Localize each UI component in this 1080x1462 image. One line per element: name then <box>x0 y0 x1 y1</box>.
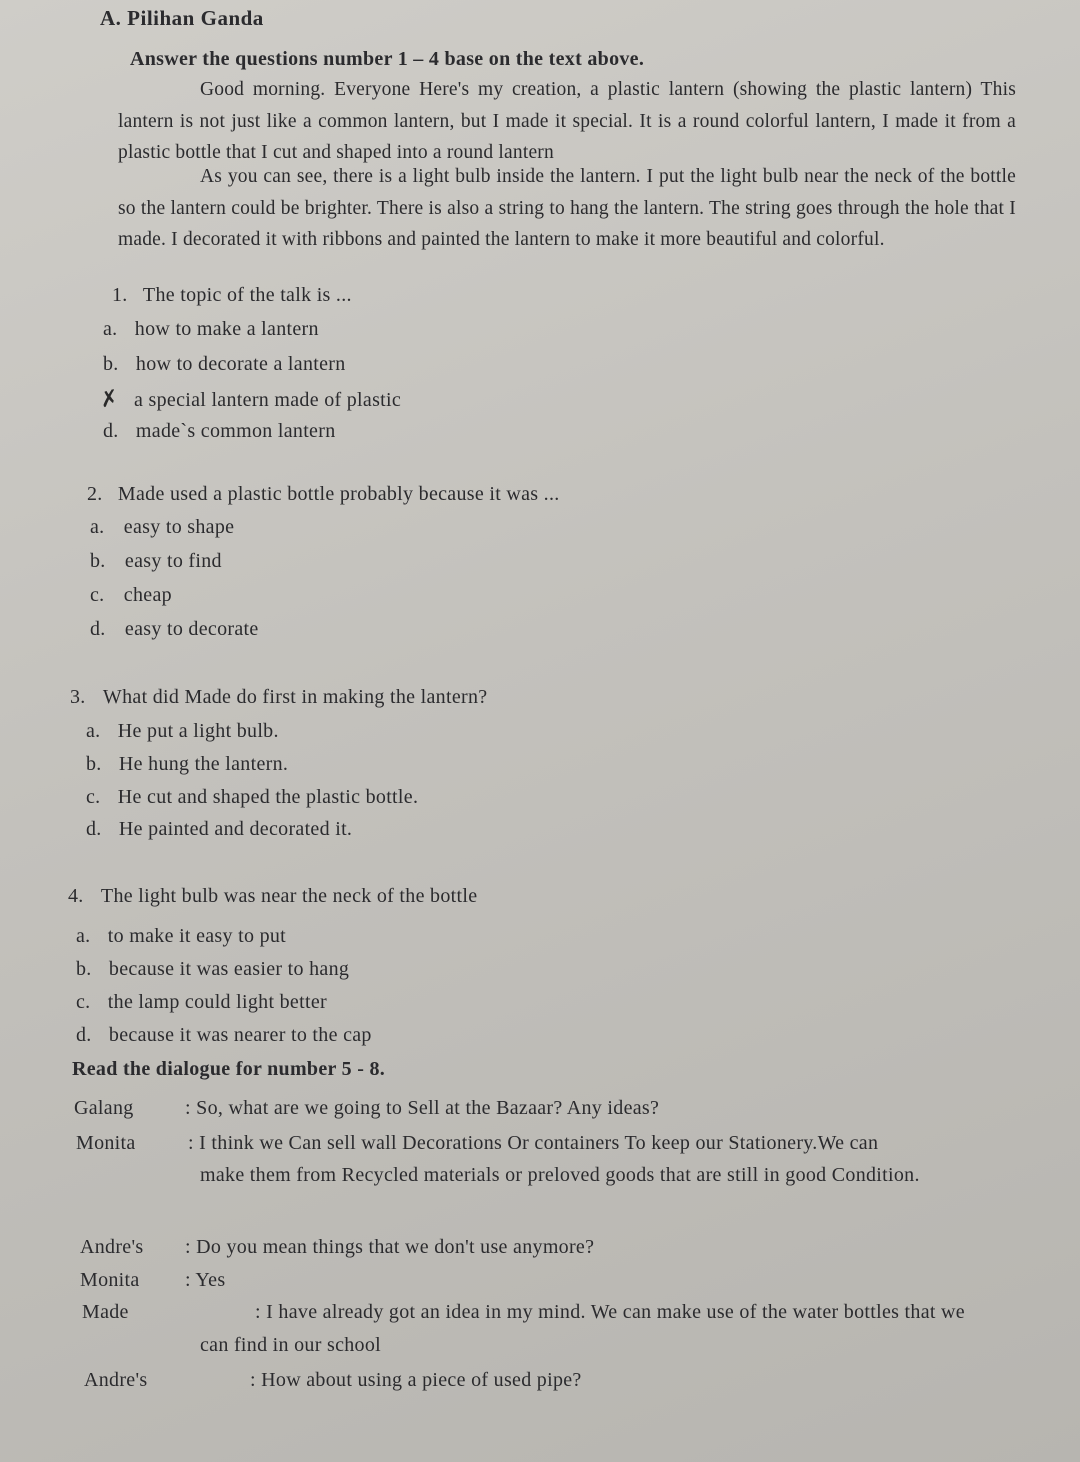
dialogue-speaker-monita-2: Monita <box>80 1269 140 1291</box>
option-text: He put a light bulb. <box>117 720 279 742</box>
question-2-option-c[interactable] <box>90 584 172 607</box>
option-text: because it was easier to hang <box>108 958 350 980</box>
option-text: how to decorate a lantern <box>135 353 346 375</box>
option-text: because it was nearer to the cap <box>108 1024 372 1046</box>
question-number: 4. <box>68 885 84 907</box>
question-1 <box>112 284 352 307</box>
dialogue-line-monita-continued: make them from Recycled materials or preloved goods that are still in good Condition. <box>200 1164 920 1186</box>
dialogue-line-monita-2: : Yes <box>185 1269 226 1291</box>
option-text: to make it easy to put <box>107 925 287 947</box>
option-letter: b. <box>90 550 106 572</box>
question-2-option-b[interactable] <box>90 550 222 573</box>
dialogue-speaker-monita: Monita <box>76 1132 136 1154</box>
option-letter: c. <box>86 786 101 808</box>
question-4-option-a[interactable] <box>76 925 286 948</box>
option-text: cheap <box>123 584 172 606</box>
option-text: He cut and shaped the plastic bottle. <box>117 786 419 808</box>
dialogue-speaker-made: Made <box>82 1301 129 1323</box>
dialogue-speaker-andre: Andre's <box>80 1236 144 1258</box>
question-2-option-a[interactable] <box>90 516 234 539</box>
option-text: how to make a lantern <box>134 318 319 340</box>
question-text: The topic of the talk is ... <box>142 284 352 306</box>
option-letter: b. <box>86 753 102 775</box>
option-text: easy to decorate <box>124 618 259 640</box>
question-3-option-d[interactable] <box>86 818 352 841</box>
dialogue-line-made-continued: can find in our school <box>200 1334 382 1356</box>
option-letter: d. <box>90 618 106 640</box>
question-number: 2. <box>87 483 103 505</box>
option-letter: a. <box>103 318 118 340</box>
question-4-option-d[interactable] <box>76 1024 372 1047</box>
question-text: What did Made do first in making the lantern? <box>102 686 488 708</box>
question-2 <box>87 483 560 506</box>
passage-paragraph-1: Good morning. Everyone Here's my creation, a plastic lantern (showing the plastic lantern) This lantern is not just like a common lantern, but I made it special. It is a round colorful lantern, I made it from a plastic bottle that I cut and shaped into a round lantern <box>118 79 1016 163</box>
question-text: Made used a plastic bottle probably because it was ... <box>117 483 560 505</box>
option-letter: b. <box>76 958 92 980</box>
option-text: easy to find <box>124 550 222 572</box>
option-letter: d. <box>76 1024 92 1046</box>
option-letter: c. <box>76 991 91 1013</box>
question-1-option-d[interactable] <box>103 420 336 443</box>
option-letter: b. <box>103 353 119 375</box>
option-text: a special lantern made of plastic <box>134 389 402 411</box>
option-text: easy to shape <box>123 516 235 538</box>
option-text: made`s common lantern <box>135 420 336 442</box>
question-number: 3. <box>70 686 86 708</box>
option-text: He hung the lantern. <box>118 753 289 775</box>
dialogue-line-galang: : So, what are we going to Sell at the Bazaar? Any ideas? <box>185 1097 660 1119</box>
question-number: 1. <box>112 284 128 306</box>
dialogue-title: Read the dialogue for number 5 - 8. <box>72 1058 386 1080</box>
dialogue-line-andre-2: : How about using a piece of used pipe? <box>250 1369 582 1391</box>
question-3-option-b[interactable] <box>86 753 288 776</box>
option-letter: d. <box>103 420 119 442</box>
dialogue-line-andre: : Do you mean things that we don't use anymore? <box>185 1236 595 1258</box>
question-3-option-a[interactable] <box>86 720 279 743</box>
question-2-option-d[interactable] <box>90 618 259 641</box>
dialogue-speaker-andre-2: Andre's <box>84 1369 148 1391</box>
option-letter: c. <box>90 584 105 606</box>
section-title: A. Pilihan Ganda <box>100 6 264 30</box>
option-letter: a. <box>90 516 105 538</box>
option-text: the lamp could light better <box>107 991 327 1013</box>
option-letter: d. <box>86 818 102 840</box>
passage-paragraph-2: As you can see, there is a light bulb inside the lantern. I put the light bulb near the neck of the bottle so the lantern could be brighter. There is also a string to hang the lantern. The string goes through the hole that I made. I decorated it with ribbons and painted the lantern to make it more beautiful and colorful. <box>118 166 1016 250</box>
question-1-option-b[interactable] <box>103 353 346 376</box>
dialogue-speaker-galang: Galang <box>74 1097 134 1119</box>
question-4-option-b[interactable] <box>76 958 349 981</box>
question-1-option-c[interactable] <box>97 384 402 413</box>
option-text: He painted and decorated it. <box>118 818 353 840</box>
dialogue-line-made: : I have already got an idea in my mind. We can make use of the water bottles that we <box>255 1301 965 1323</box>
option-letter: a. <box>86 720 101 742</box>
question-4 <box>68 885 477 908</box>
question-4-option-c[interactable] <box>76 991 327 1014</box>
question-text: The light bulb was near the neck of the bottle <box>100 885 478 907</box>
dialogue-line-monita: : I think we Can sell wall Decorations Or containers To keep our Stationery.We can <box>188 1132 879 1154</box>
question-3 <box>70 686 487 709</box>
answer-cross-mark-icon: ✗ <box>97 384 121 413</box>
option-letter: a. <box>76 925 91 947</box>
instruction: Answer the questions number 1 – 4 base on the text above. <box>130 48 645 70</box>
question-3-option-c[interactable] <box>86 786 418 809</box>
question-1-option-a[interactable] <box>103 318 319 341</box>
